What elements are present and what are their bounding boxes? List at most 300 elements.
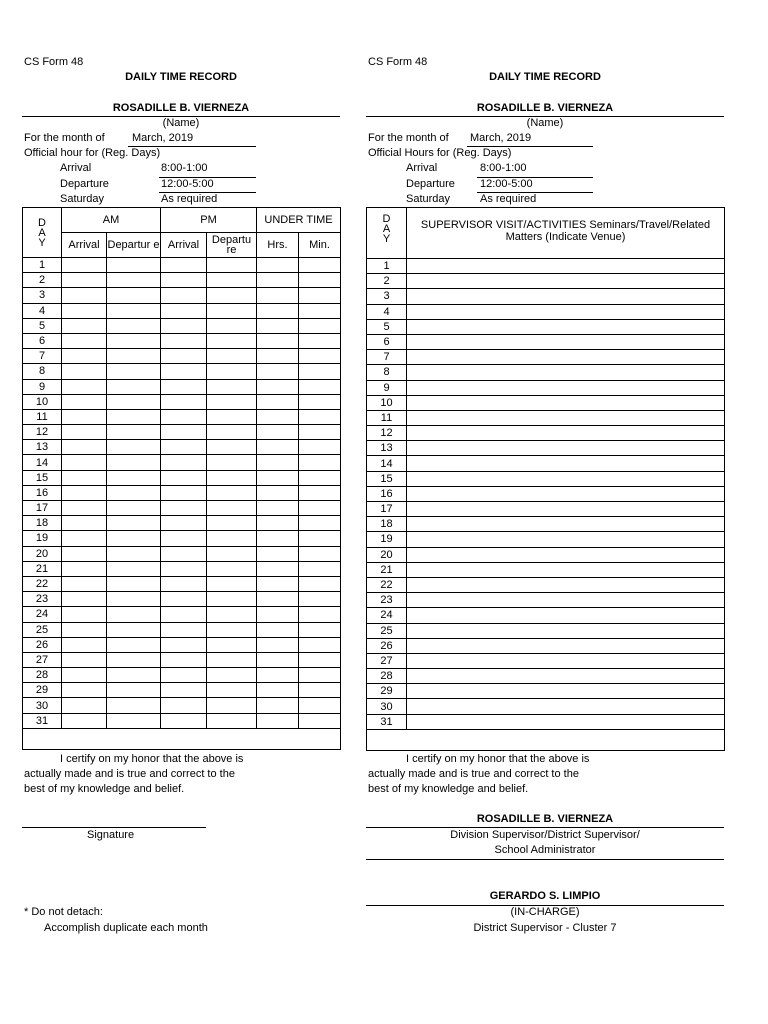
activity-cell[interactable] <box>407 441 725 456</box>
am-arrival-cell[interactable] <box>62 592 107 607</box>
undertime-min-cell[interactable] <box>299 273 341 288</box>
am-arrival-cell[interactable] <box>62 379 107 394</box>
am-arrival-cell[interactable] <box>62 349 107 364</box>
pm-departure-cell[interactable] <box>207 592 257 607</box>
pm-departure-cell[interactable] <box>207 607 257 622</box>
am-arrival-cell[interactable] <box>62 546 107 561</box>
am-departure-cell[interactable] <box>107 364 161 379</box>
pm-departure-cell[interactable] <box>207 258 257 273</box>
table-row <box>367 441 725 456</box>
day-number: 15 <box>23 470 62 485</box>
pm-arrival-cell[interactable] <box>161 713 207 728</box>
undertime-min-cell[interactable] <box>299 683 341 698</box>
undertime-min-cell[interactable] <box>299 318 341 333</box>
am-arrival-cell[interactable] <box>62 622 107 637</box>
table-row <box>367 532 725 547</box>
undertime-hrs-cell[interactable] <box>257 501 299 516</box>
table-row <box>23 394 341 409</box>
undertime-min-cell[interactable] <box>299 592 341 607</box>
day-number: 21 <box>367 562 407 577</box>
pm-arrival-cell[interactable] <box>161 318 207 333</box>
table-row <box>23 273 341 288</box>
activity-cell[interactable] <box>407 274 725 289</box>
activity-cell[interactable] <box>407 456 725 471</box>
day-number: 7 <box>367 350 407 365</box>
activity-cell[interactable] <box>407 471 725 486</box>
activity-cell[interactable] <box>407 502 725 517</box>
pm-arrival-cell[interactable] <box>161 576 207 591</box>
pm-arrival-cell[interactable] <box>161 637 207 652</box>
am-departure-cell[interactable] <box>107 652 161 667</box>
am-arrival-cell[interactable] <box>62 668 107 683</box>
day-number: 31 <box>367 714 407 729</box>
undertime-hrs-cell[interactable] <box>257 516 299 531</box>
undertime-hrs-cell[interactable] <box>257 364 299 379</box>
day-number: 25 <box>367 623 407 638</box>
undertime-hrs-cell[interactable] <box>257 425 299 440</box>
undertime-hrs-cell[interactable] <box>257 546 299 561</box>
table-row <box>367 714 725 729</box>
undertime-hrs-cell[interactable] <box>257 485 299 500</box>
am-departure-cell[interactable] <box>107 592 161 607</box>
pm-arrival-cell[interactable] <box>161 668 207 683</box>
table-row <box>367 547 725 562</box>
pm-arrival-cell[interactable] <box>161 273 207 288</box>
table-row <box>367 638 725 653</box>
activity-cell[interactable] <box>407 593 725 608</box>
am-departure-cell[interactable] <box>107 455 161 470</box>
undertime-hrs-cell[interactable] <box>257 409 299 424</box>
table-row <box>23 409 341 424</box>
pm-departure-cell[interactable] <box>207 455 257 470</box>
pm-departure-cell[interactable] <box>207 425 257 440</box>
am-arrival-cell[interactable] <box>62 288 107 303</box>
table-row <box>367 410 725 425</box>
pm-arrival-cell[interactable] <box>161 394 207 409</box>
undertime-hrs-cell[interactable] <box>257 698 299 713</box>
activity-cell[interactable] <box>407 699 725 714</box>
activity-cell[interactable] <box>407 259 725 274</box>
am-departure-cell[interactable] <box>107 561 161 576</box>
form-label: CS Form 48 <box>24 56 84 68</box>
activity-cell[interactable] <box>407 365 725 380</box>
pm-arrival-cell[interactable] <box>161 364 207 379</box>
day-number: 20 <box>367 547 407 562</box>
activity-cell[interactable] <box>407 319 725 334</box>
blank-row <box>367 729 725 750</box>
undertime-hrs-cell[interactable] <box>257 258 299 273</box>
undertime-min-cell[interactable] <box>299 546 341 561</box>
table-row <box>367 684 725 699</box>
day-number: 25 <box>23 622 62 637</box>
undertime-min-cell[interactable] <box>299 349 341 364</box>
pm-arrival-cell[interactable] <box>161 258 207 273</box>
am-arrival-cell[interactable] <box>62 637 107 652</box>
pm-arrival-cell[interactable] <box>161 622 207 637</box>
supervisor-title-underline <box>366 859 724 860</box>
table-row <box>367 456 725 471</box>
activity-cell[interactable] <box>407 517 725 532</box>
day-number: 23 <box>23 592 62 607</box>
undertime-min-cell[interactable] <box>299 485 341 500</box>
pm-departure-cell[interactable] <box>207 470 257 485</box>
pm-arrival-cell[interactable] <box>161 409 207 424</box>
am-departure-cell[interactable] <box>107 333 161 348</box>
am-departure-cell[interactable] <box>107 531 161 546</box>
day-number: 17 <box>367 502 407 517</box>
undertime-hrs-cell[interactable] <box>257 273 299 288</box>
employee-name: ROSADILLE B. VIERNEZA <box>112 102 250 114</box>
pm-departure-cell[interactable] <box>207 516 257 531</box>
undertime-hrs-cell[interactable] <box>257 607 299 622</box>
pm-arrival-cell[interactable] <box>161 425 207 440</box>
pm-departure-cell[interactable] <box>207 668 257 683</box>
am-arrival-cell[interactable] <box>62 258 107 273</box>
undertime-min-cell[interactable] <box>299 501 341 516</box>
activity-cell[interactable] <box>407 714 725 729</box>
day-number: 14 <box>23 455 62 470</box>
undertime-min-cell[interactable] <box>299 698 341 713</box>
undertime-min-cell[interactable] <box>299 561 341 576</box>
undertime-hrs-cell[interactable] <box>257 333 299 348</box>
pm-arrival-cell[interactable] <box>161 501 207 516</box>
day-number: 8 <box>367 365 407 380</box>
name-caption: (Name) <box>526 117 564 129</box>
am-departure-cell[interactable] <box>107 668 161 683</box>
undertime-hrs-cell[interactable] <box>257 394 299 409</box>
table-row <box>23 303 341 318</box>
incharge-title: District Supervisor - Cluster 7 <box>473 922 617 934</box>
table-row <box>367 517 725 532</box>
pm-arrival-cell[interactable] <box>161 607 207 622</box>
activity-cell[interactable] <box>407 623 725 638</box>
pm-departure-cell[interactable] <box>207 394 257 409</box>
table-row <box>367 593 725 608</box>
saturday-value: As required <box>480 193 537 205</box>
departure-label: Departure <box>406 178 455 190</box>
am-departure-cell[interactable] <box>107 303 161 318</box>
undertime-hrs-cell[interactable] <box>257 379 299 394</box>
am-departure-cell[interactable] <box>107 713 161 728</box>
undertime-min-cell[interactable] <box>299 394 341 409</box>
am-departure-cell[interactable] <box>107 622 161 637</box>
pm-departure-cell[interactable] <box>207 485 257 500</box>
pm-departure-header: Departu re <box>207 233 257 258</box>
pm-departure-cell[interactable] <box>207 409 257 424</box>
table-row <box>23 668 341 683</box>
am-departure-cell[interactable] <box>107 607 161 622</box>
day-number: 2 <box>23 273 62 288</box>
am-departure-cell[interactable] <box>107 288 161 303</box>
am-departure-cell[interactable] <box>107 273 161 288</box>
undertime-min-cell[interactable] <box>299 303 341 318</box>
activity-cell[interactable] <box>407 380 725 395</box>
table-row <box>367 319 725 334</box>
day-number: 26 <box>367 638 407 653</box>
pm-departure-cell[interactable] <box>207 273 257 288</box>
am-departure-cell[interactable] <box>107 637 161 652</box>
pm-departure-cell[interactable] <box>207 531 257 546</box>
am-arrival-cell[interactable] <box>62 273 107 288</box>
pm-arrival-cell[interactable] <box>161 333 207 348</box>
am-departure-cell[interactable] <box>107 349 161 364</box>
am-departure-cell[interactable] <box>107 501 161 516</box>
arrival-value: 8:00-1:00 <box>480 162 527 174</box>
am-departure-cell[interactable] <box>107 485 161 500</box>
undertime-min-cell[interactable] <box>299 652 341 667</box>
undertime-hrs-cell[interactable] <box>257 470 299 485</box>
am-departure-cell[interactable] <box>107 440 161 455</box>
table-row <box>367 502 725 517</box>
pm-arrival-cell[interactable] <box>161 349 207 364</box>
undertime-min-cell[interactable] <box>299 440 341 455</box>
am-arrival-cell[interactable] <box>62 440 107 455</box>
day-number: 3 <box>23 288 62 303</box>
undertime-min-cell[interactable] <box>299 364 341 379</box>
pm-departure-cell[interactable] <box>207 698 257 713</box>
pm-departure-cell[interactable] <box>207 379 257 394</box>
pm-arrival-cell[interactable] <box>161 455 207 470</box>
pm-departure-cell[interactable] <box>207 683 257 698</box>
pm-departure-cell[interactable] <box>207 349 257 364</box>
undertime-hrs-cell[interactable] <box>257 561 299 576</box>
undertime-min-cell[interactable] <box>299 379 341 394</box>
am-arrival-cell[interactable] <box>62 501 107 516</box>
pm-departure-cell[interactable] <box>207 318 257 333</box>
pm-departure-cell[interactable] <box>207 501 257 516</box>
pm-departure-cell[interactable] <box>207 440 257 455</box>
activity-cell[interactable] <box>407 350 725 365</box>
am-departure-cell[interactable] <box>107 379 161 394</box>
undertime-hrs-cell[interactable] <box>257 455 299 470</box>
activity-cell[interactable] <box>407 304 725 319</box>
pm-departure-cell[interactable] <box>207 333 257 348</box>
pm-arrival-cell[interactable] <box>161 303 207 318</box>
arrival-label: Arrival <box>406 162 438 174</box>
activity-cell[interactable] <box>407 669 725 684</box>
am-arrival-cell[interactable] <box>62 425 107 440</box>
undertime-hrs-cell[interactable] <box>257 318 299 333</box>
pm-departure-cell[interactable] <box>207 364 257 379</box>
activity-cell[interactable] <box>407 684 725 699</box>
day-number: 12 <box>23 425 62 440</box>
undertime-min-cell[interactable] <box>299 455 341 470</box>
supervisor-title-line-2: School Administrator <box>494 844 596 856</box>
undertime-hrs-cell[interactable] <box>257 576 299 591</box>
pm-arrival-cell[interactable] <box>161 546 207 561</box>
pm-departure-cell[interactable] <box>207 637 257 652</box>
undertime-min-cell[interactable] <box>299 258 341 273</box>
signature-line <box>22 827 206 828</box>
am-departure-cell[interactable] <box>107 258 161 273</box>
undertime-hrs-cell[interactable] <box>257 637 299 652</box>
am-departure-cell[interactable] <box>107 546 161 561</box>
am-arrival-cell[interactable] <box>62 364 107 379</box>
table-row <box>367 486 725 501</box>
am-arrival-cell[interactable] <box>62 455 107 470</box>
pm-arrival-cell[interactable] <box>161 379 207 394</box>
undertime-min-cell[interactable] <box>299 470 341 485</box>
activity-cell[interactable] <box>407 653 725 668</box>
saturday-label: Saturday <box>406 193 451 205</box>
table-row <box>23 455 341 470</box>
undertime-hrs-cell[interactable] <box>257 288 299 303</box>
activity-cell[interactable] <box>407 547 725 562</box>
activity-cell[interactable] <box>407 395 725 410</box>
form-title: DAILY TIME RECORD <box>489 71 601 83</box>
day-number: 30 <box>367 699 407 714</box>
pm-departure-cell[interactable] <box>207 652 257 667</box>
am-departure-cell[interactable] <box>107 698 161 713</box>
incharge-role: (IN-CHARGE) <box>510 906 580 918</box>
undertime-hrs-cell[interactable] <box>257 668 299 683</box>
am-arrival-cell[interactable] <box>62 561 107 576</box>
am-arrival-cell[interactable] <box>62 333 107 348</box>
table-row <box>23 652 341 667</box>
undertime-hrs-cell[interactable] <box>257 531 299 546</box>
employee-name: ROSADILLE B. VIERNEZA <box>476 102 614 114</box>
undertime-min-cell[interactable] <box>299 531 341 546</box>
table-row <box>23 683 341 698</box>
day-number: 22 <box>23 576 62 591</box>
day-number: 26 <box>23 637 62 652</box>
month-value: March, 2019 <box>132 132 194 144</box>
am-arrival-cell[interactable] <box>62 683 107 698</box>
pm-arrival-header: Arrival <box>161 233 207 258</box>
undertime-header: UNDER TIME <box>257 208 341 233</box>
month-label: For the month of <box>24 132 105 144</box>
month-value: March, 2019 <box>470 132 532 144</box>
undertime-min-cell[interactable] <box>299 409 341 424</box>
table-row <box>367 471 725 486</box>
table-row <box>367 395 725 410</box>
pm-arrival-cell[interactable] <box>161 592 207 607</box>
certify-line-3: best of my knowledge and belief. <box>368 783 529 795</box>
am-arrival-cell[interactable] <box>62 698 107 713</box>
activities-header: SUPERVISOR VISIT/ACTIVITIES Seminars/Travel/Related Matters (Indicate Venue) <box>407 208 725 259</box>
activity-cell[interactable] <box>407 577 725 592</box>
table-row <box>367 577 725 592</box>
am-arrival-cell[interactable] <box>62 713 107 728</box>
am-departure-cell[interactable] <box>107 409 161 424</box>
undertime-hrs-cell[interactable] <box>257 622 299 637</box>
undertime-hrs-cell[interactable] <box>257 592 299 607</box>
day-number: 16 <box>23 485 62 500</box>
pm-departure-cell[interactable] <box>207 622 257 637</box>
day-number: 21 <box>23 561 62 576</box>
pm-arrival-cell[interactable] <box>161 561 207 576</box>
am-arrival-cell[interactable] <box>62 470 107 485</box>
pm-arrival-cell[interactable] <box>161 516 207 531</box>
undertime-hrs-cell[interactable] <box>257 713 299 728</box>
day-number: 19 <box>23 531 62 546</box>
am-departure-cell[interactable] <box>107 318 161 333</box>
am-departure-cell[interactable] <box>107 394 161 409</box>
saturday-label: Saturday <box>60 193 105 205</box>
undertime-hrs-cell[interactable] <box>257 349 299 364</box>
am-arrival-cell[interactable] <box>62 409 107 424</box>
day-header: D A Y <box>367 208 407 259</box>
undertime-min-cell[interactable] <box>299 288 341 303</box>
am-departure-cell[interactable] <box>107 683 161 698</box>
departure-value: 12:00-5:00 <box>480 178 533 190</box>
am-arrival-cell[interactable] <box>62 303 107 318</box>
form-title: DAILY TIME RECORD <box>125 71 237 83</box>
blank-cell <box>367 729 725 750</box>
pm-departure-cell[interactable] <box>207 546 257 561</box>
undertime-min-cell[interactable] <box>299 713 341 728</box>
pm-departure-cell[interactable] <box>207 576 257 591</box>
pm-arrival-cell[interactable] <box>161 485 207 500</box>
activity-cell[interactable] <box>407 486 725 501</box>
pm-arrival-cell[interactable] <box>161 683 207 698</box>
pm-departure-cell[interactable] <box>207 288 257 303</box>
undertime-hrs-cell[interactable] <box>257 683 299 698</box>
am-arrival-cell[interactable] <box>62 394 107 409</box>
am-arrival-cell[interactable] <box>62 516 107 531</box>
activity-cell[interactable] <box>407 289 725 304</box>
pm-arrival-cell[interactable] <box>161 531 207 546</box>
pm-departure-cell[interactable] <box>207 713 257 728</box>
am-arrival-cell[interactable] <box>62 607 107 622</box>
undertime-min-cell[interactable] <box>299 668 341 683</box>
activity-cell[interactable] <box>407 410 725 425</box>
undertime-hrs-cell[interactable] <box>257 652 299 667</box>
arrival-value: 8:00-1:00 <box>161 162 208 174</box>
activity-cell[interactable] <box>407 532 725 547</box>
activity-cell[interactable] <box>407 334 725 349</box>
am-arrival-cell[interactable] <box>62 576 107 591</box>
activity-cell[interactable] <box>407 608 725 623</box>
activity-cell[interactable] <box>407 426 725 441</box>
pm-departure-cell[interactable] <box>207 303 257 318</box>
undertime-min-cell[interactable] <box>299 622 341 637</box>
am-departure-cell[interactable] <box>107 470 161 485</box>
pm-arrival-cell[interactable] <box>161 440 207 455</box>
undertime-min-cell[interactable] <box>299 637 341 652</box>
am-arrival-cell[interactable] <box>62 652 107 667</box>
undertime-min-cell[interactable] <box>299 607 341 622</box>
table-row <box>23 607 341 622</box>
activity-cell[interactable] <box>407 638 725 653</box>
table-row <box>367 274 725 289</box>
pm-arrival-cell[interactable] <box>161 698 207 713</box>
table-row <box>23 470 341 485</box>
undertime-min-cell[interactable] <box>299 425 341 440</box>
am-arrival-cell[interactable] <box>62 531 107 546</box>
undertime-min-cell[interactable] <box>299 576 341 591</box>
am-arrival-cell[interactable] <box>62 485 107 500</box>
pm-arrival-cell[interactable] <box>161 652 207 667</box>
am-arrival-cell[interactable] <box>62 318 107 333</box>
am-departure-cell[interactable] <box>107 425 161 440</box>
day-number: 9 <box>367 380 407 395</box>
day-number: 19 <box>367 532 407 547</box>
day-number: 23 <box>367 593 407 608</box>
day-number: 18 <box>367 517 407 532</box>
blank-row <box>23 728 341 749</box>
am-departure-cell[interactable] <box>107 576 161 591</box>
undertime-min-cell[interactable] <box>299 333 341 348</box>
pm-arrival-cell[interactable] <box>161 288 207 303</box>
undertime-hrs-cell[interactable] <box>257 440 299 455</box>
pm-arrival-cell[interactable] <box>161 470 207 485</box>
activity-cell[interactable] <box>407 562 725 577</box>
pm-departure-cell[interactable] <box>207 561 257 576</box>
am-departure-cell[interactable] <box>107 516 161 531</box>
undertime-min-cell[interactable] <box>299 516 341 531</box>
undertime-hrs-cell[interactable] <box>257 303 299 318</box>
